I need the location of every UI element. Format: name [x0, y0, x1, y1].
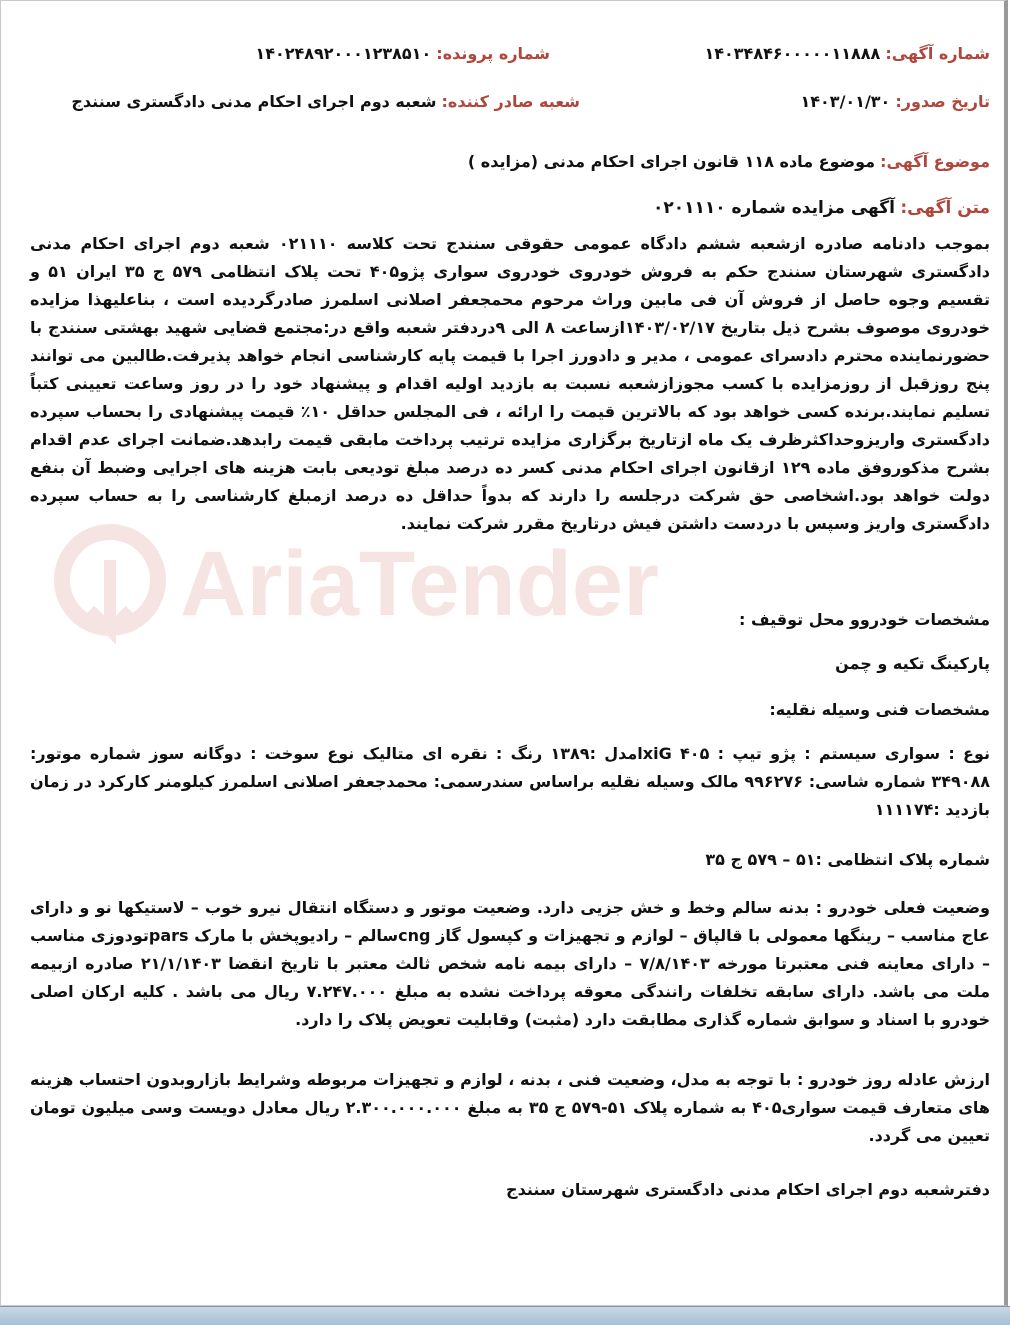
- plate-number: شماره پلاک انتظامی :۵۱ – ۵۷۹ ج ۳۵: [705, 850, 990, 869]
- issue-date-label: تاریخ صدور:: [895, 92, 990, 111]
- case-number: [255, 44, 550, 63]
- issuer-label: شعبه صادر کننده:: [441, 92, 580, 111]
- notice-text-title-value: آگهی مزایده شماره ۰۲۰۱۱۱۰: [652, 198, 895, 218]
- notice-text-title: [653, 198, 990, 218]
- vehicle-condition: وضعیت فعلی خودرو : بدنه سالم وخط و خش جزیی دارد. وضعیت موتور و دستگاه انتقال نیرو خوب – لاستیکها نو و دارای عاج مناسب – رینگها معمولی با قالپاق – لوازم و تجهیزات و کپسول گاز cngسالم – رادیوپخش با مارک parsتودوزی مناسب – دارای معاینه فنی معتبرتا مورخه ۷/۸/۱۴۰۳ – دارای بیمه نامه شخص ثالث معتبر با تاریخ انقضا ۲۱/۱/۱۴۰۳ صادره ازبیمه ملت می باشد. دارای سابقه تخلفات رانندگی معوقه پرداخت نشده به مبلغ ۷.۲۴۷.۰۰۰ ریال می باشد . کلیه ارکان اصلی خودرو با اسناد و سوابق شماره گذاری مطابقت دارد (مثبت) وقابلیت تعویض پلاک را دارد.: [30, 898, 991, 1029]
- vehicle-valuation: ارزش عادله روز خودرو : با توجه به مدل، وضعیت فنی ، بدنه ، لوازم و تجهیزات مربوطه وشرایط بازاروبدون احتساب هزینه های متعارف قیمت سواری۴۰۵ به شماره پلاک ۵۱-۵۷۹ ج ۳۵ به مبلغ ۲.۳۰۰.۰۰۰.۰۰۰ ریال معادل دویست وسی میلیون تومان تعیین می گردد.: [30, 1070, 991, 1145]
- notice-text-label: متن آگهی:: [900, 198, 990, 218]
- issue-date-value: ۱۴۰۳/۰۱/۳۰: [800, 92, 891, 111]
- case-number-value: ۱۴۰۲۴۸۹۲۰۰۰۱۲۳۸۵۱۰: [255, 44, 432, 63]
- issue-date: [801, 92, 991, 111]
- location-value: پارکینگ تکیه و چمن: [835, 654, 990, 673]
- subject-value: موضوع ماده ۱۱۸ قانون اجرای احکام مدنی (مزایده ): [467, 152, 876, 171]
- tech-specs-heading: مشخصات فنی وسیله نقلیه:: [769, 700, 990, 719]
- case-number-label: شماره پرونده:: [436, 44, 550, 63]
- location-heading: مشخصات خودروو محل توقیف :: [739, 610, 990, 629]
- notice-body-paragraph: بموجب دادنامه صادره ازشعبه ششم دادگاه عمومی حقوقی سنندج تحت کلاسه ۰۲۱۱۱۰ شعبه دوم اجرای احکام مدنی دادگستری شهرستان سنندج حکم به فروش خودروی خودروی سواری پژو۴۰۵ تحت پلاک انتظامی ۵۷۹ ج ۳۵ ایران ۵۱ و تقسیم وجوه حاصل از فروش آن فی مابین وراث مرحوم محمجعفر اصلانی اسلمرز صادرگردیده است ، بناعلیهذا مزایده خودروی موصوف بشرح ذیل بتاریخ ۱۴۰۳/۰۲/۱۷ازساعت ۸ الی ۹دردفتر شعبه واقع در:مجتمع قضایی شهید بهشتی سنندج با حضورنماینده محترم دادسرای عمومی ، مدیر و دادورز اجرا با قیمت پایه کارشناسی انجام خواهد پذیرفت.طالبین می توانند پنج روزقبل از روزمزایده با کسب مجوزازشعبه نسبت به بازدید اولیه اقدام و پیشنهاد خود را در روز وساعت تعیینی کتباً تسلیم نمایند.برنده کسی خواهد بود که بالاترین قیمت را ارائه ، فی المجلس حداقل ۱۰٪ قیمت پیشنهادی را بحساب سپرده دادگستری واریزوحداکثرظرف یک ماه ازتاریخ برگزاری مزایده ترتیب پرداخت مابقی قیمت رابدهد.ضمانت اجرای عدم اقدام بشرح مذکوروفق ماده ۱۲۹ ازقانون اجرای احکام مدنی کسر ده درصد مبلغ تودیعی بابت هزینه های اجرایی وضبط آن بنفع دولت خواهد بود.اشخاصی حق شرکت درجلسه را دارند که بدواً حداقل ده درصد ازمبلغ کارشناسی را به حساب سپرده دادگستری واریز وسپس با دردست داشتن فیش درتاریخ مقرر شرکت نمایند.: [30, 234, 991, 533]
- issuer-value: شعبه دوم اجرای احکام مدنی دادگستری سنندج: [71, 92, 437, 111]
- window-bottom-bar: [0, 1306, 1010, 1325]
- subject-label: موضوع آگهی:: [880, 152, 990, 171]
- notice-number-value: ۱۴۰۳۴۸۴۶۰۰۰۰۰۱۱۸۸۸: [704, 44, 881, 63]
- subject: [468, 152, 990, 171]
- notice-number: [704, 44, 990, 63]
- issuer: [71, 92, 580, 111]
- tech-specs: نوع : سواری سیستم : پژو تیپ : ۴۰۵ lxiGمدل :۱۳۸۹ رنگ : نقره ای متالیک نوع سوخت : دوگانه سوز شماره موتور: ۳۴۹۰۸۸ شماره شاسی: ۹۹۶۲۷۶ مالک وسیله نقلیه براساس سندرسمی: محمدجعفر اصلانی اسلمرز کیلومنر کارکرد در زمان بازدید :۱۱۱۱۷۴: [30, 744, 991, 819]
- notice-number-label: شماره آگهی:: [885, 44, 990, 63]
- office-signature: دفترشعبه دوم اجرای احکام مدنی دادگستری شهرستان سنندج: [506, 1180, 990, 1199]
